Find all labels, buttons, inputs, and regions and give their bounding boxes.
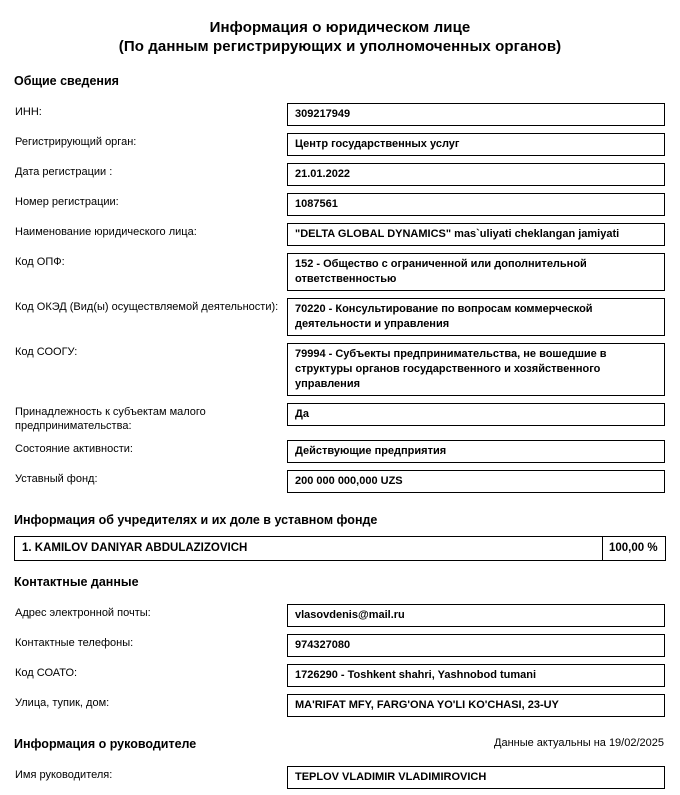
field-value-cell	[286, 663, 666, 688]
field-value-cell	[286, 469, 666, 494]
field-label: Код ОКЭД (Вид(ы) осуществляемой деятельности):	[15, 301, 279, 313]
founder-name: 1. KAMILOV DANIYAR ABDULAZIZOVICH	[14, 536, 602, 561]
field-label: Номер регистрации:	[15, 196, 119, 208]
founder-row	[14, 536, 666, 561]
field-value-cell	[286, 192, 666, 217]
director-fields-table	[14, 760, 666, 795]
field-value-cell	[286, 342, 666, 397]
field-value: 79994 - Субъекты предпринимательства, не вошедшие в структуры органов государственного и хозяйственного управления	[287, 343, 665, 396]
field-value: vlasovdenis@mail.ru	[287, 604, 665, 627]
general-fields-table	[14, 97, 666, 499]
field-value-cell	[286, 222, 666, 247]
field-value: Да	[287, 403, 665, 426]
field-value: "DELTA GLOBAL DYNAMICS" mas`uliyati cheklangan jamiyati	[287, 223, 665, 246]
table-row	[14, 693, 666, 718]
field-label: Состояние активности:	[15, 443, 133, 455]
field-label: Улица, тупик, дом:	[15, 697, 110, 709]
field-value-cell	[286, 765, 666, 790]
table-row	[14, 222, 666, 247]
field-value-cell	[286, 162, 666, 187]
field-value: Центр государственных услуг	[287, 133, 665, 156]
field-value-cell	[286, 439, 666, 464]
table-row	[14, 663, 666, 688]
field-label: Код СОАТО:	[15, 667, 78, 679]
table-row	[14, 765, 666, 790]
field-value-cell	[286, 603, 666, 628]
field-label: Наименование юридического лица:	[15, 226, 197, 238]
page-title-line1: Информация о юридическом лице	[209, 19, 471, 36]
section-heading-contacts: Контактные данные	[14, 575, 139, 589]
table-row	[14, 633, 666, 658]
page-title-line2: (По данным регистрирующих и уполномоченных органов)	[118, 38, 562, 55]
page-title	[14, 18, 666, 56]
section-heading-director: Информация о руководителе	[14, 737, 197, 751]
table-row	[14, 439, 666, 464]
field-value: TEPLOV VLADIMIR VLADIMIROVICH	[287, 766, 665, 789]
table-row	[14, 469, 666, 494]
field-value: 1087561	[287, 193, 665, 216]
field-value-cell	[286, 252, 666, 292]
founder-share: 100,00 %	[602, 536, 666, 561]
field-value: 152 - Общество с ограниченной или дополнительной ответственностью	[287, 253, 665, 291]
field-label: Регистрирующий орган:	[15, 136, 137, 148]
field-value: 21.01.2022	[287, 163, 665, 186]
table-row	[14, 192, 666, 217]
table-row	[14, 252, 666, 292]
table-row	[14, 162, 666, 187]
field-label: ИНН:	[15, 106, 42, 118]
field-label: Код ОПФ:	[15, 256, 65, 268]
table-row	[14, 603, 666, 628]
field-label: Код СООГУ:	[15, 346, 78, 358]
field-label: Принадлежность к субъектам малого предпринимательства:	[15, 406, 206, 432]
contacts-fields-table	[14, 598, 666, 723]
field-value: 309217949	[287, 103, 665, 126]
table-row	[14, 402, 666, 434]
field-value-cell	[286, 102, 666, 127]
table-row	[14, 342, 666, 397]
table-row	[14, 297, 666, 337]
field-value-cell	[286, 402, 666, 434]
section-heading-general: Общие сведения	[14, 74, 119, 88]
field-value-cell	[286, 297, 666, 337]
field-value-cell	[286, 132, 666, 157]
field-value-cell	[286, 693, 666, 718]
field-value: MA'RIFAT MFY, FARG'ONA YO'LI KO'CHASI, 23-UY	[287, 694, 665, 717]
field-label: Дата регистрации :	[15, 166, 113, 178]
field-value: 1726290 - Toshkent shahri, Yashnobod tumani	[287, 664, 665, 687]
field-value: 200 000 000,000 UZS	[287, 470, 665, 493]
field-label: Адрес электронной почты:	[15, 607, 151, 619]
section-heading-founders: Информация об учредителях и их доле в уставном фонде	[14, 513, 378, 527]
field-value: 70220 - Консультирование по вопросам коммерческой деятельности и управления	[287, 298, 665, 336]
field-label: Контактные телефоны:	[15, 637, 134, 649]
field-value: Действующие предприятия	[287, 440, 665, 463]
table-row	[14, 132, 666, 157]
field-label: Имя руководителя:	[15, 769, 113, 781]
field-value-cell	[286, 633, 666, 658]
table-row	[14, 102, 666, 127]
field-label: Уставный фонд:	[15, 473, 98, 485]
data-actual-date: Данные актуальны на 19/02/2025	[494, 737, 664, 749]
field-value: 974327080	[287, 634, 665, 657]
